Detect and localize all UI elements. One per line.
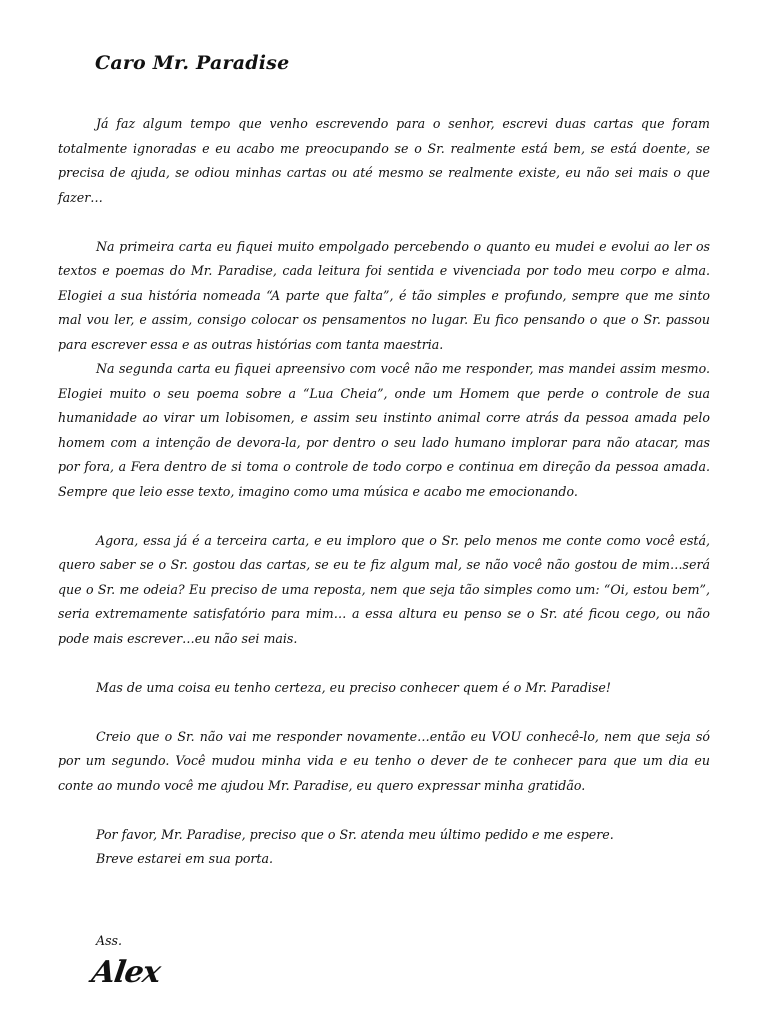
letter-salutation: Caro Mr. Paradise [95,52,290,74]
paragraph-4: Agora, essa já é a terceira carta, e eu imploro que o Sr. pelo menos me conte como você está, quero saber se o Sr. gostou das cartas, se eu te fiz algum mal, se não você não gostou de mim…será que o Sr. me odeia? Eu preciso de uma reposta, nem que seja tão simples como um: “Oi, estou bem”, seria extremamente satisfatório para mim… a essa altura eu penso se o Sr. até ficou cego, ou não pode mais escrever…eu não sei mais. [58,532,710,646]
closing-line-2: Breve estarei em sua porta. [96,851,274,866]
paragraph-2: Na primeira carta eu fiquei muito empolgado percebendo o quanto eu mudei e evolui ao ler os textos e poemas do Mr. Paradise, cada leitura foi sentida e vivenciada por todo meu corpo e alma. Elogiei a sua história nomeada “A parte que falta”, é tão simples e profundo, sempre que me sinto mal vou ler, e assim, consigo colocar os pensamentos no lugar. Eu fico pensando o que o Sr. passou para escrever essa e as outras histórias com tanta maestria. [58,238,710,352]
paragraph-5: Mas de uma coisa eu tenho certeza, eu preciso conhecer quem é o Mr. Paradise! [96,679,611,695]
paragraph-1: Já faz algum tempo que venho escrevendo para o senhor, escrevi duas cartas que foram totalmente ignoradas e eu acabo me preocupando se o Sr. realmente está bem, se está doente, se precisa de ajuda, se odiou minhas cartas ou até mesmo se realmente existe, eu não sei mais o que fazer… [58,116,710,205]
closing-line-1: Por favor, Mr. Paradise, preciso que o Sr. atenda meu último pedido e me espere. [96,826,614,842]
paragraph-6: Creio que o Sr. não vai me responder novamente…então eu VOU conhecê-lo, nem que seja só por um segundo. Você mudou minha vida e eu tenho o dever de te conhecer para que um dia eu conte ao mundo você me ajudou Mr. Paradise, eu quero expressar minha gratidão. [58,728,710,793]
letter-body [58,112,710,872]
sign-off: Ass. [96,933,123,948]
signature: Alex [89,955,163,990]
paragraph-3: Na segunda carta eu fiquei apreensivo com você não me responder, mas mandei assim mesmo. Elogiei muito o seu poema sobre a “Lua Cheia”, onde um Homem que perde o controle de sua humanidade ao virar um lobisomen, e assim seu instinto animal corre atrás da pessoa amada pelo homem com a intenção de devora-la, por dentro o seu lado humano implorar para não atacar, mas por fora, a Fera dentro de si toma o controle de todo corpo e continua em direção da pessoa amada. Sempre que leio esse texto, imagino como uma música e acabo me emocionando. [58,361,710,499]
